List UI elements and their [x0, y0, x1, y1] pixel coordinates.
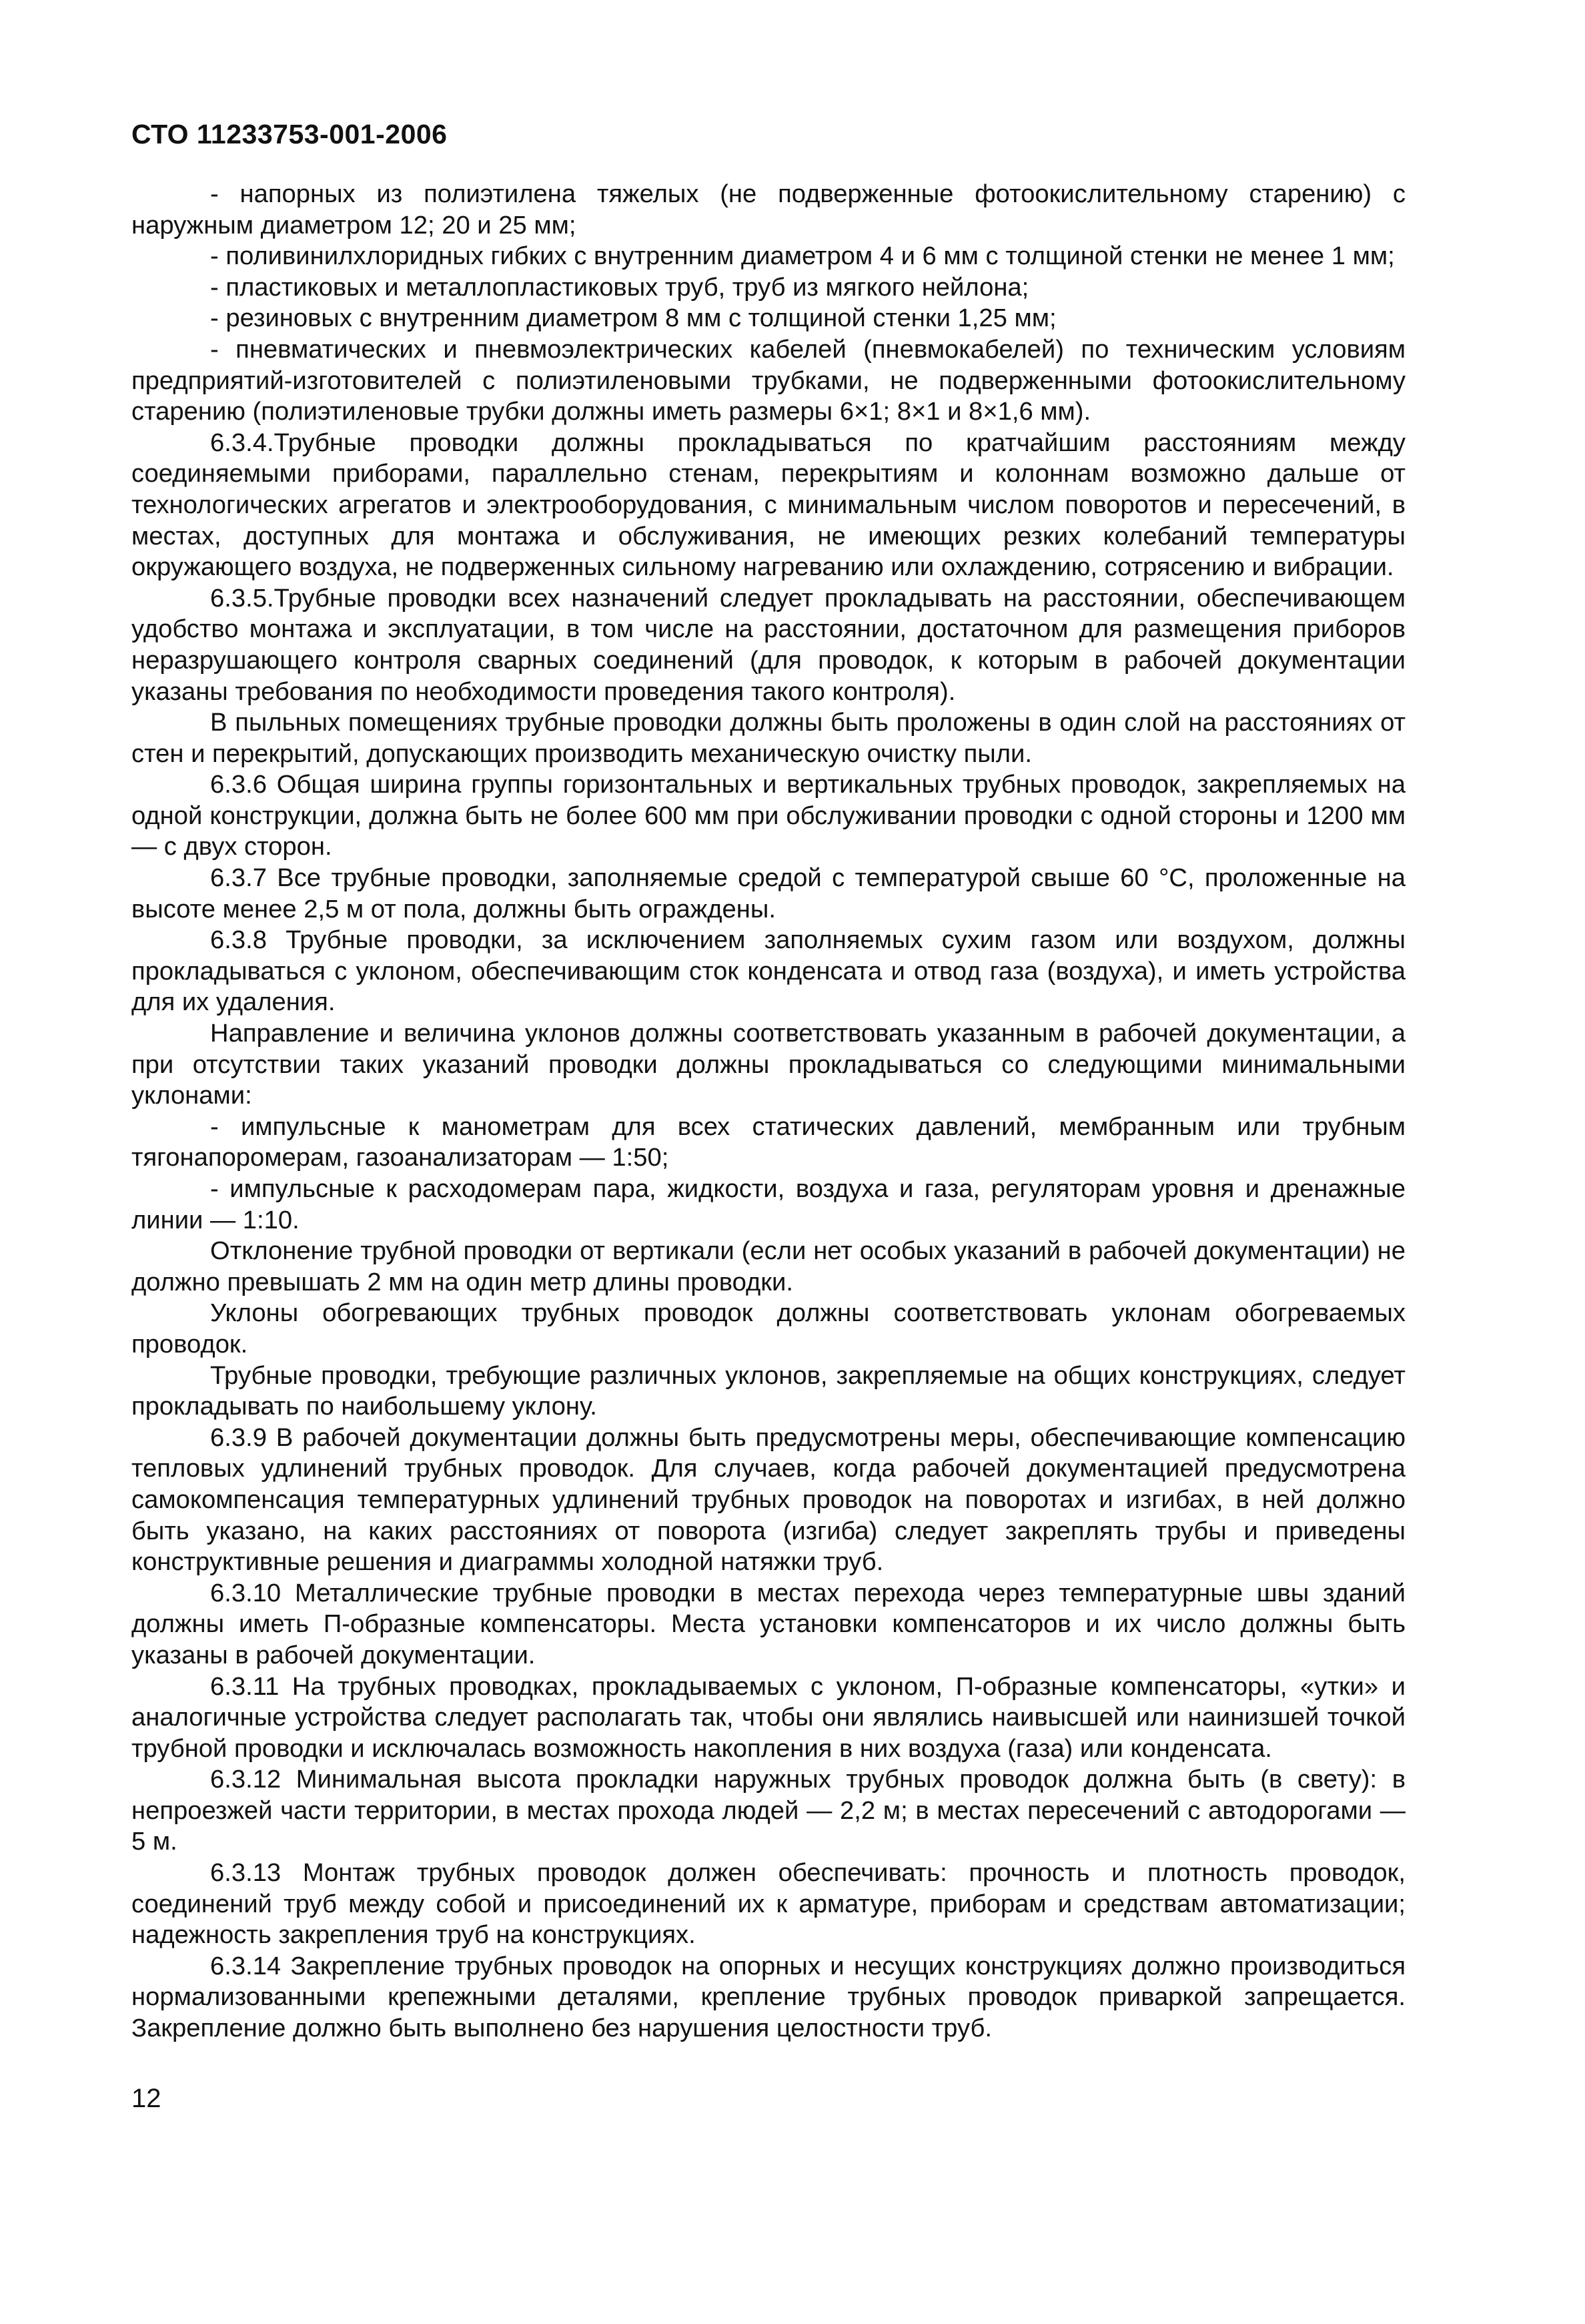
paragraph: 6.3.7 Все трубные проводки, заполняемые средой с температурой свыше 60 °С, проложенные на высоте менее 2,5 м от пола, должны быть ограждены.	[131, 863, 1406, 923]
paragraph: Направление и величина уклонов должны соответствовать указанным в рабочей документации, а при отсутствии таких указаний проводки должны прокладываться со следующими минимальными уклонами:	[131, 1019, 1406, 1110]
paragraph: В пыльных помещениях трубные проводки должны быть проложены в один слой на расстояниях от стен и перекрытий, допускающих производить механическую очистку пыли.	[131, 708, 1406, 768]
paragraph: 6.3.14 Закрепление трубных проводок на опорных и несущих конструкциях должно производиться нормализованными крепежными деталями, крепление трубных проводок приваркой запрещается. Закрепление должно быть выполнено без нарушения целостности труб.	[131, 1951, 1406, 2043]
paragraph: 6.3.10 Металлические трубные проводки в местах перехода через температурные швы зданий должны иметь П-образные компенсаторы. Места установки компенсаторов и их число должны быть указаны в рабочей документации.	[131, 1578, 1406, 1669]
document-id-header: СТО 11233753-001-2006	[131, 119, 448, 149]
paragraph: - импульсные к расходомерам пара, жидкости, воздуха и газа, регуляторам уровня и дренажные линии — 1:10.	[131, 1174, 1406, 1234]
paragraph: 6.3.5.Трубные проводки всех назначений следует прокладывать на расстоянии, обеспечивающем удобство монтажа и эксплуатации, в том числе на расстоянии, достаточном для размещения приборов неразрушающего контроля сварных соединений (для проводок, к которым в рабочей документации указаны требования по необходимости проведения такого контроля).	[131, 583, 1406, 706]
paragraph: 6.3.13 Монтаж трубных проводок должен обеспечивать: прочность и плотность проводок, соединений труб между собой и присоединений их к арматуре, приборам и средствам автоматизации; надежность закрепления труб на конструкциях.	[131, 1858, 1406, 1950]
paragraph: 6.3.12 Минимальная высота прокладки наружных трубных проводок должна быть (в свету): в непроезжей части территории, в местах прохода людей — 2,2 м; в местах пересечений с автодорогами — 5 м.	[131, 1765, 1406, 1856]
paragraph: - напорных из полиэтилена тяжелых (не подверженные фотоокислительному старению) с наружным диаметром 12; 20 и 25 мм;	[131, 179, 1406, 240]
paragraph: - пневматических и пневмоэлектрических кабелей (пневмокабелей) по техническим условиям предприятий-изготовителей с полиэтиленовыми трубками, не подверженными фотоокислительному старению (полиэтиленовые трубки должны иметь размеры 6×1; 8×1 и 8×1,6 мм).	[131, 334, 1406, 426]
paragraph: Уклоны обогревающих трубных проводок должны соответствовать уклонам обогреваемых проводок.	[131, 1298, 1406, 1359]
paragraph: - поливинилхлоридных гибких с внутренним диаметром 4 и 6 мм с толщиной стенки не менее 1 мм;	[210, 242, 1395, 271]
paragraph: 6.3.9 В рабочей документации должны быть предусмотрены меры, обеспечивающие компенсацию тепловых удлинений трубных проводок. Для случаев, когда рабочей документацией предусмотрена самокомпенсация температурных удлинений трубных проводок на поворотах и изгибах, в ней должно быть указано, на каких расстояниях от поворота (изгиба) следует закреплять трубы и приведены конструктивные решения и диаграммы холодной натяжки труб.	[131, 1423, 1406, 1577]
paragraph: 6.3.6 Общая ширина группы горизонтальных и вертикальных трубных проводок, закрепляемых на одной конструкции, должна быть не более 600 мм при обслуживании проводки с одной стороны и 1200 мм — с двух сторон.	[131, 770, 1406, 861]
paragraph: - резиновых с внутренним диаметром 8 мм с толщиной стенки 1,25 мм;	[210, 304, 1057, 333]
paragraph: 6.3.11 На трубных проводках, прокладываемых с уклоном, П-образные компенсаторы, «утки» и аналогичные устройства следует располагать так, чтобы они являлись наивысшей или наинизшей точкой трубной проводки и исключалась возможность накопления в них воздуха (газа) или конденсата.	[131, 1671, 1406, 1763]
paragraph: Трубные проводки, требующие различных уклонов, закрепляемые на общих конструкциях, следует прокладывать по наибольшему уклону.	[131, 1361, 1406, 1421]
paragraph: - пластиковых и металлопластиковых труб, труб из мягкого нейлона;	[210, 272, 1029, 302]
page-number: 12	[131, 2084, 161, 2113]
paragraph: 6.3.4.Трубные проводки должны прокладываться по кратчайшим расстояниям между соединяемыми приборами, параллельно стенам, перекрытиям и колоннам возможно дальше от технологических агрегатов и электрооборудования, с минимальным числом поворотов и пересечений, в местах, доступных для монтажа и обслуживания, не имеющих резких колебаний температуры окружающего воздуха, не подверженных сильному нагреванию или охлаждению, сотрясению и вибрации.	[131, 428, 1406, 582]
paragraph: Отклонение трубной проводки от вертикали (если нет особых указаний в рабочей документации) не должно превышать 2 мм на один метр длины проводки.	[131, 1236, 1406, 1296]
paragraph: 6.3.8 Трубные проводки, за исключением заполняемых сухим газом или воздухом, должны прокладываться с уклоном, обеспечивающим сток конденсата и отвод газа (воздуха), и иметь устройства для их удаления.	[131, 925, 1406, 1017]
document-body	[131, 179, 1406, 2044]
paragraph: - импульсные к манометрам для всех статических давлений, мембранным или трубным тягонапоромерам, газоанализаторам — 1:50;	[131, 1112, 1406, 1172]
